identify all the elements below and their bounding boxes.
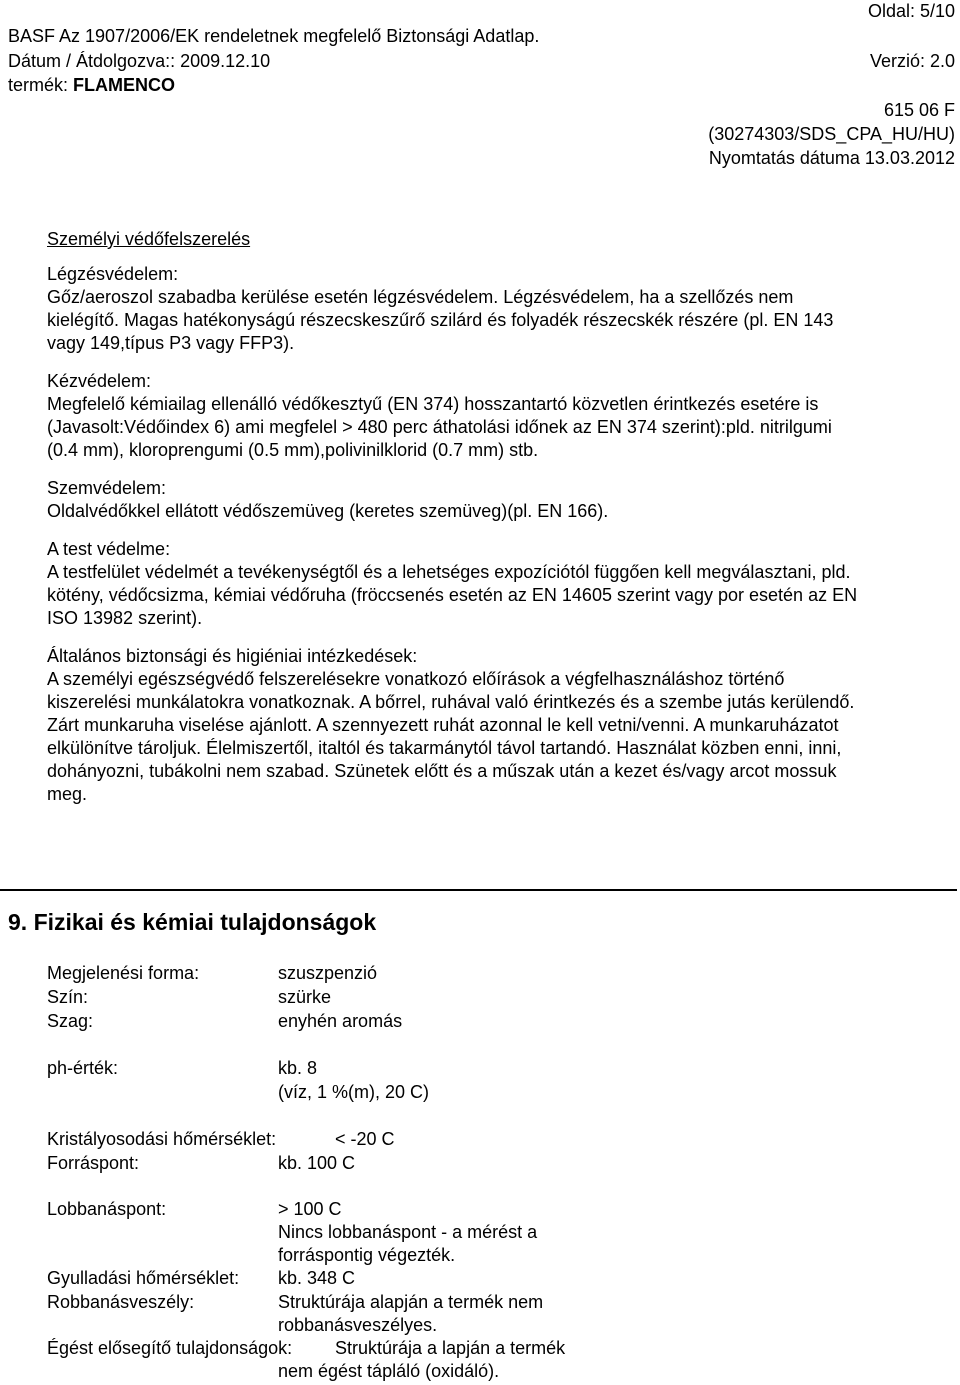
- product-code: 615 06 F: [883, 100, 955, 120]
- section-divider: [0, 889, 957, 891]
- document-title: BASF Az 1907/2006/EK rendeletnek megfelelő Biztonsági Adatlap.: [8, 26, 540, 46]
- hygiene-line: elkülönítve tároljuk. Élelmiszertől, italtól és takarmánytól távol tartandó. Használat közben enni, inni,: [47, 738, 842, 758]
- boiling-value: kb. 100 C: [278, 1153, 356, 1173]
- ph-condition: (víz, 1 %(m), 20 C): [278, 1082, 430, 1102]
- ph-value: kb. 8: [278, 1058, 318, 1078]
- body-line: kötény, védőcsizma, kémiai védőruha (fröccsenés esetén az EN 14605 szerint vagy por esetén az EN: [47, 585, 858, 605]
- crystallization-label: Kristályosodási hőmérséklet:: [47, 1129, 277, 1149]
- explosion-value: robbanásveszélyes.: [278, 1315, 438, 1335]
- hygiene-line: kiszerelési munkálatokra vonatkoznak. A bőrrel, ruhával való érintkezés és a szembe jutás kerülendő.: [47, 692, 855, 712]
- body-line: ISO 13982 szerint).: [47, 608, 203, 628]
- oxidizing-label: Égést elősegítő tulajdonságok:: [47, 1338, 293, 1358]
- hygiene-line: meg.: [47, 784, 88, 804]
- crystallization-value: < -20 C: [335, 1129, 395, 1149]
- boiling-label: Forráspont:: [47, 1153, 140, 1173]
- flash-point-note: Nincs lobbanáspont - a mérést a: [278, 1222, 538, 1242]
- ignition-value: kb. 348 C: [278, 1268, 356, 1288]
- respiratory-label: Légzésvédelem:: [47, 264, 179, 284]
- ph-label: ph-érték:: [47, 1058, 119, 1078]
- page-number: Oldal: 5/10: [867, 1, 955, 21]
- flash-point-label: Lobbanáspont:: [47, 1199, 167, 1219]
- hand-line: (Javasolt:Védőindex 6) ami megfelel > 480 perc áthatolási időnek az EN 374 szerint):pld. nitrilgumi: [47, 417, 832, 437]
- version: Verzió: 2.0: [869, 51, 955, 71]
- respiratory-line: kielégítő. Magas hatékonyságú részecskeszűrő szilárd és folyadék részecskék részére (pl. EN 143: [47, 310, 834, 330]
- revision-date: Dátum / Átdolgozva:: 2009.12.10: [8, 51, 271, 71]
- hand-line: Megfelelő kémiailag ellenálló védőkesztyű (EN 374) hosszantartó közvetlen érintkezés esetére is: [47, 394, 819, 414]
- explosion-value: Struktúrája alapján a termék nem: [278, 1292, 544, 1312]
- body-line: A testfelület védelmét a tevékenységtől és a lehetséges expozíciótól függően kell megválasztani, pld.: [47, 562, 851, 582]
- properties-table: [47, 962, 947, 1382]
- eye-line: Oldalvédőkkel ellátott védőszemüveg (keretes szemüveg)(pl. EN 166).: [47, 501, 609, 521]
- product-name: FLAMENCO: [73, 75, 176, 95]
- explosion-label: Robbanásveszély:: [47, 1292, 195, 1312]
- hygiene-line: Zárt munkaruha viselése ajánlott. A szennyezett ruhát azonnal le kell vetni/venni. A munkaruházatot: [47, 715, 839, 735]
- ppe-section: [47, 228, 959, 806]
- eye-label: Szemvédelem:: [47, 478, 167, 498]
- color-value: szürke: [278, 987, 332, 1007]
- product-label: termék:: [8, 75, 74, 95]
- hand-label: Kézvédelem:: [47, 371, 152, 391]
- product-line: [8, 74, 175, 96]
- flash-point-value: > 100 C: [278, 1199, 342, 1219]
- hygiene-label: Általános biztonsági és higiéniai intézkedések:: [47, 646, 418, 666]
- hand-line: (0.4 mm), kloroprengumi (0.5 mm),polivinilklorid (0.7 mm) stb.: [47, 440, 539, 460]
- appearance-value: szuszpenzió: [278, 963, 378, 983]
- odor-label: Szag:: [47, 1011, 94, 1031]
- color-label: Szín:: [47, 987, 89, 1007]
- oxidizing-value: Struktúrája a lapján a termék: [335, 1338, 566, 1358]
- section-9-title: 9. Fizikai és kémiai tulajdonságok: [8, 909, 377, 935]
- respiratory-line: vagy 149,típus P3 vagy FFP3).: [47, 333, 295, 353]
- hygiene-line: A személyi egészségvédő felszerelésekre vonatkozó előírások a végfelhasználáshoz történő: [47, 669, 785, 689]
- ppe-heading: Személyi védőfelszerelés: [47, 229, 251, 249]
- ignition-label: Gyulladási hőmérséklet:: [47, 1268, 240, 1288]
- sds-reference: (30274303/SDS_CPA_HU/HU): [708, 124, 955, 144]
- appearance-label: Megjelenési forma:: [47, 963, 200, 983]
- oxidizing-value: nem égést tápláló (oxidáló).: [278, 1361, 500, 1381]
- body-label: A test védelme:: [47, 539, 171, 559]
- odor-value: enyhén aromás: [278, 1011, 403, 1031]
- flash-point-note: forráspontig végezték.: [278, 1245, 456, 1265]
- hygiene-line: dohányozni, tubákolni nem szabad. Szünetek előtt és a műszak után a kezet és/vagy arcot mossuk: [47, 761, 837, 781]
- print-date: Nyomtatás dátuma 13.03.2012: [708, 148, 955, 168]
- respiratory-line: Gőz/aeroszol szabadba kerülése esetén légzésvédelem. Légzésvédelem, ha a szellőzés nem: [47, 287, 794, 307]
